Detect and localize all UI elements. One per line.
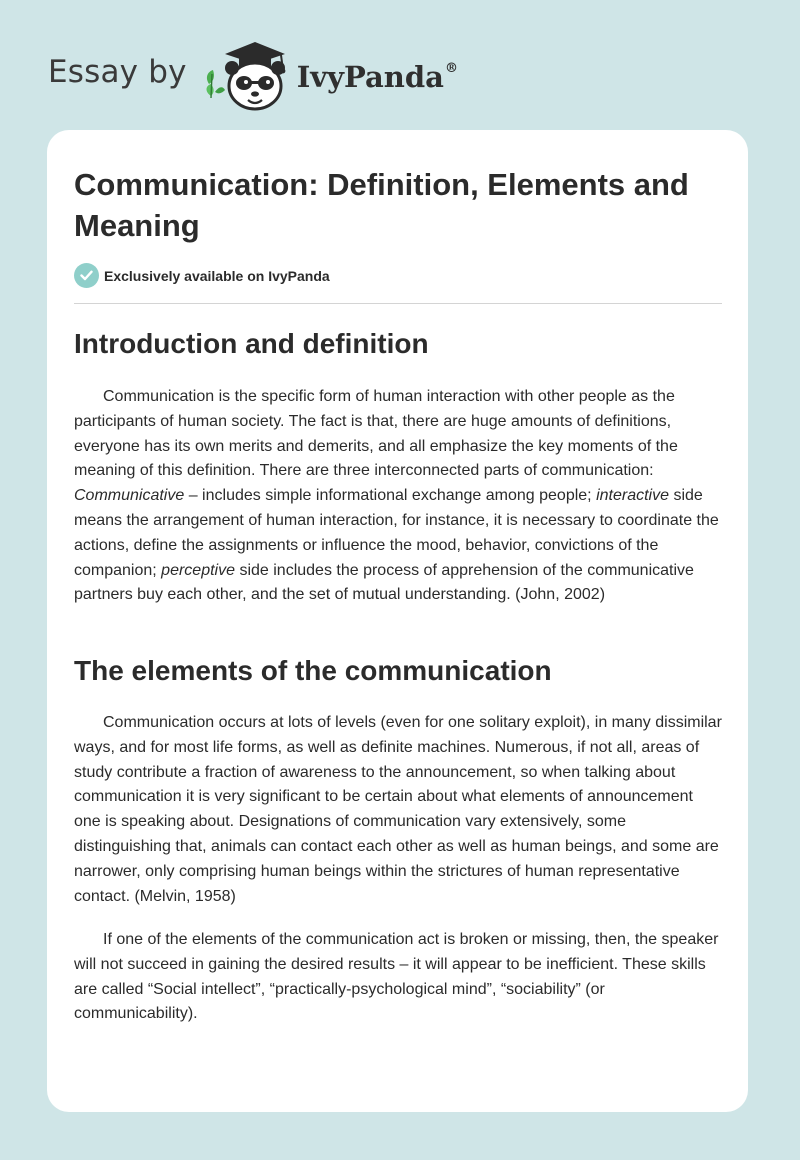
emphasis-interactive: interactive — [596, 487, 669, 505]
paragraph-introduction: Communication is the specific form of human interaction with other people as the participants of human society. The fact is that, there are huge amounts of definitions, everyone has its own merits and demerits, and all emphasize the key moments of the meaning of this definition. There are three interconnected parts of communication: Communicative – includes simple informational exchange among people; interactive side means the arrangement of human interaction, for instance, it is necessary to coordinate the actions, define the assignments or influence the mood, behavior, convictions of the companion; perceptive side includes the process of apprehension of the communicative partners buy each other, and the set of mutual understanding. (John, 2002) — [74, 388, 719, 604]
leaf-icon — [206, 70, 225, 98]
registered-mark: ® — [444, 61, 458, 77]
emphasis-communicative: Communicative — [74, 487, 185, 505]
essay-by-label: Essay by — [48, 54, 187, 90]
brand-name[interactable]: IvyPanda® — [296, 60, 458, 94]
exclusive-badge-text: Exclusively available on IvyPanda — [104, 267, 330, 284]
section-heading-elements: The elements of the communication — [74, 655, 552, 686]
page-title: Communication: Definition, Elements and Meaning — [74, 167, 689, 243]
paragraph-elements-1: Communication occurs at lots of levels (even for one solitary exploit), in many dissimilar ways, and for most life forms, as well as definite machines. Numerous, if not all, areas of study contribute a fraction of awareness to the announcement, so when talking about communication it is very significant to be certain about what elements of announcement one is speaking about. Designations of communication vary extensively, some distinguishing that, animals can contact each other as well as human beings, and some are narrower, only comprising human beings within the strictures of human representative contact. (Melvin, 1958) — [74, 714, 722, 905]
panda-logo-icon[interactable] — [199, 34, 295, 114]
check-icon — [74, 263, 99, 288]
emphasis-perceptive: perceptive — [161, 561, 235, 579]
article-card — [47, 130, 748, 1112]
paragraph-elements-2: If one of the elements of the communication act is broken or missing, then, the speaker will not succeed in gaining the desired results – it will appear to be inefficient. These skills are called “Social intellect”, “practically-psychological mind”, “sociability” (or communicability). — [74, 931, 719, 1023]
site-header — [48, 34, 508, 114]
exclusive-badge — [74, 263, 330, 288]
section-heading-introduction: Introduction and definition — [74, 328, 429, 359]
title-divider — [74, 303, 722, 304]
